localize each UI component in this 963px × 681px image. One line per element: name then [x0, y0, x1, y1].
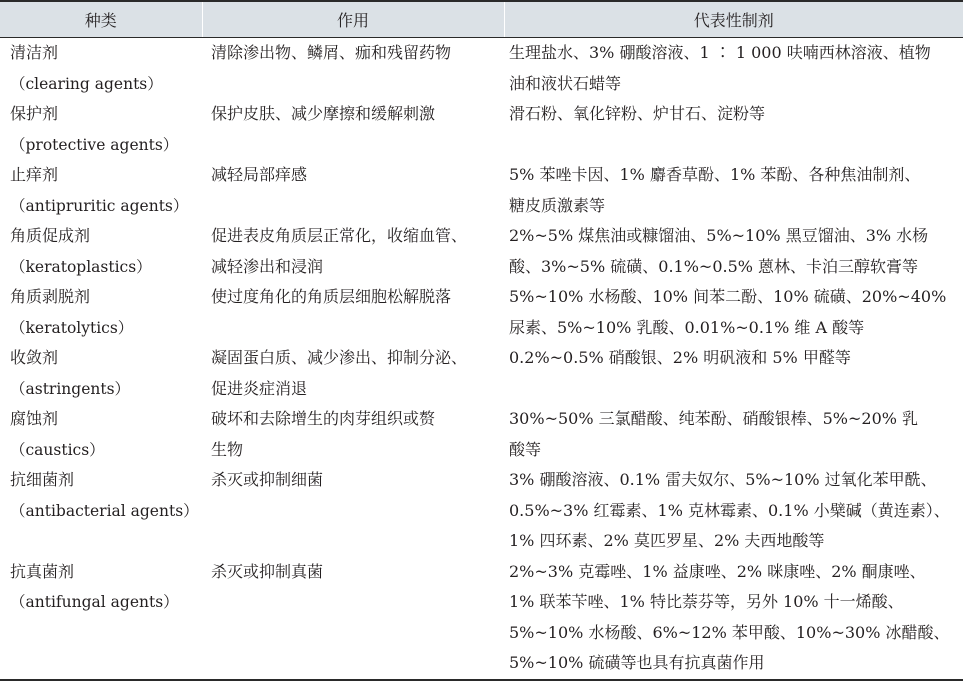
kind-name-en: （antipruritic agents） — [10, 196, 189, 215]
table-row — [0, 38, 963, 100]
kind-name-cn: 保护剂 — [10, 104, 59, 123]
cell-kind — [0, 160, 202, 221]
agents-line: 0.2%~0.5% 硝酸银、2% 明矾液和 5% 甲醛等 — [509, 348, 851, 367]
cell-kind — [0, 465, 202, 557]
table-row — [0, 557, 963, 680]
effect-line: 促进炎症消退 — [211, 378, 308, 398]
cell-agents — [504, 465, 963, 557]
table-row — [0, 343, 963, 404]
cell-agents — [504, 38, 963, 100]
cell-effect — [202, 38, 504, 100]
kind-name-en: （keratoplastics） — [10, 257, 152, 276]
effect-line: 减轻局部痒感 — [211, 165, 308, 184]
cell-effect — [202, 160, 504, 221]
agents-line: 3% 硼酸溶液、0.1% 雷夫奴尔、5%~10% 过氧化苯甲酰、 — [509, 470, 937, 489]
cell-kind — [0, 282, 202, 343]
cell-effect — [202, 282, 504, 343]
cell-kind — [0, 557, 202, 680]
effect-line: 破坏和去除增生的肉芽组织或赘 — [211, 409, 436, 428]
cell-effect — [202, 343, 504, 404]
cell-agents — [504, 343, 963, 404]
kind-name-cn: 腐蚀剂 — [10, 409, 59, 428]
agents-line: 5%~10% 水杨酸、10% 间苯二酚、10% 硫磺、20%~40% — [509, 287, 947, 306]
agents-line: 生理盐水、3% 硼酸溶液、1 ∶ 1 000 呋喃西林溶液、植物 — [509, 43, 931, 62]
header-kind: 种类 — [0, 1, 202, 38]
kind-name-cn: 抗细菌剂 — [10, 470, 75, 489]
kind-name-en: （protective agents） — [10, 135, 179, 154]
header-row — [0, 1, 963, 38]
cell-effect — [202, 99, 504, 160]
kind-name-cn: 收敛剂 — [10, 348, 59, 367]
cell-effect — [202, 557, 504, 680]
effect-line: 促进表皮角质层正常化，收缩血管、 — [211, 226, 468, 245]
cell-kind — [0, 404, 202, 465]
agents-line: 2%~5% 煤焦油或糠馏油、5%~10% 黑豆馏油、3% 水杨 — [509, 226, 929, 245]
kind-name-en: （keratolytics） — [10, 318, 134, 337]
agents-line: 糖皮质激素等 — [509, 195, 606, 215]
kind-name-cn: 抗真菌剂 — [10, 561, 75, 581]
effect-line: 凝固蛋白质、减少渗出、抑制分泌、 — [211, 348, 468, 367]
table-body — [0, 38, 963, 680]
table-row — [0, 404, 963, 465]
cell-agents — [504, 99, 963, 160]
agents-line: 酸等 — [509, 439, 542, 459]
table-row — [0, 99, 963, 160]
table-row — [0, 160, 963, 221]
cell-agents — [504, 282, 963, 343]
kind-name-en: （antibacterial agents） — [10, 501, 199, 520]
cell-effect — [202, 465, 504, 557]
cell-effect — [202, 221, 504, 282]
table-row — [0, 282, 963, 343]
header-effect: 作用 — [202, 1, 504, 38]
table-row — [0, 221, 963, 282]
effect-line: 生物 — [211, 439, 244, 459]
cell-kind — [0, 99, 202, 160]
cell-agents — [504, 221, 963, 282]
effect-line: 杀灭或抑制细菌 — [211, 470, 324, 489]
agents-line: 尿素、5%~10% 乳酸、0.01%~0.1% 维 A 酸等 — [509, 317, 865, 337]
kind-name-en: （clearing agents） — [10, 74, 163, 93]
kind-name-cn: 角质促成剂 — [10, 226, 91, 245]
effect-line: 保护皮肤、减少摩擦和缓解刺激 — [211, 104, 436, 123]
cell-kind — [0, 221, 202, 282]
agents-line: 滑石粉、氧化锌粉、炉甘石、淀粉等 — [509, 104, 766, 123]
agents-line: 30%~50% 三氯醋酸、纯苯酚、硝酸银棒、5%~20% 乳 — [509, 409, 919, 428]
effect-line: 使过度角化的角质层细胞松解脱落 — [211, 287, 452, 306]
kind-name-cn: 角质剥脱剂 — [10, 287, 91, 306]
kind-name-en: （astringents） — [10, 379, 131, 398]
kind-name-en: （antifungal agents） — [10, 593, 179, 611]
agents-line: 2%~3% 克霉唑、1% 益康唑、2% 咪康唑、2% 酮康唑、 — [509, 561, 926, 581]
effect-line: 减轻渗出和浸润 — [211, 256, 324, 276]
table-row — [0, 465, 963, 557]
agents-line: 1% 四环素、2% 莫匹罗星、2% 夫西地酸等 — [509, 531, 825, 550]
agents-line: 酸、3%~5% 硫磺、0.1%~0.5% 蒽林、卡泊三醇软膏等 — [509, 256, 919, 276]
agents-line: 5%~10% 水杨酸、6%~12% 苯甲酸、10%~30% 冰醋酸、 — [509, 622, 950, 642]
kind-name-en: （caustics） — [10, 440, 105, 459]
header-agents: 代表性制剂 — [504, 1, 963, 38]
agents-line: 1% 联苯苄唑、1% 特比萘芬等，另外 10% 十一烯酸、 — [509, 592, 904, 611]
agents-line: 油和液状石蜡等 — [509, 73, 622, 93]
kind-name-cn: 清洁剂 — [10, 43, 59, 62]
cell-kind — [0, 343, 202, 404]
agents-line: 5%~10% 硫磺等也具有抗真菌作用 — [509, 653, 765, 672]
cell-agents — [504, 557, 963, 680]
cell-agents — [504, 160, 963, 221]
effect-line: 清除渗出物、鳞屑、痂和残留药物 — [211, 43, 452, 62]
agents-line: 0.5%~3% 红霉素、1% 克林霉素、0.1% 小檗碱（黄连素）、 — [509, 500, 950, 520]
cell-effect — [202, 404, 504, 465]
effect-line: 杀灭或抑制真菌 — [211, 561, 324, 581]
cell-agents — [504, 404, 963, 465]
kind-name-cn: 止痒剂 — [10, 165, 59, 184]
cell-kind — [0, 38, 202, 100]
agents-line: 5% 苯唑卡因、1% 麝香草酚、1% 苯酚、各种焦油制剂、 — [509, 165, 921, 184]
